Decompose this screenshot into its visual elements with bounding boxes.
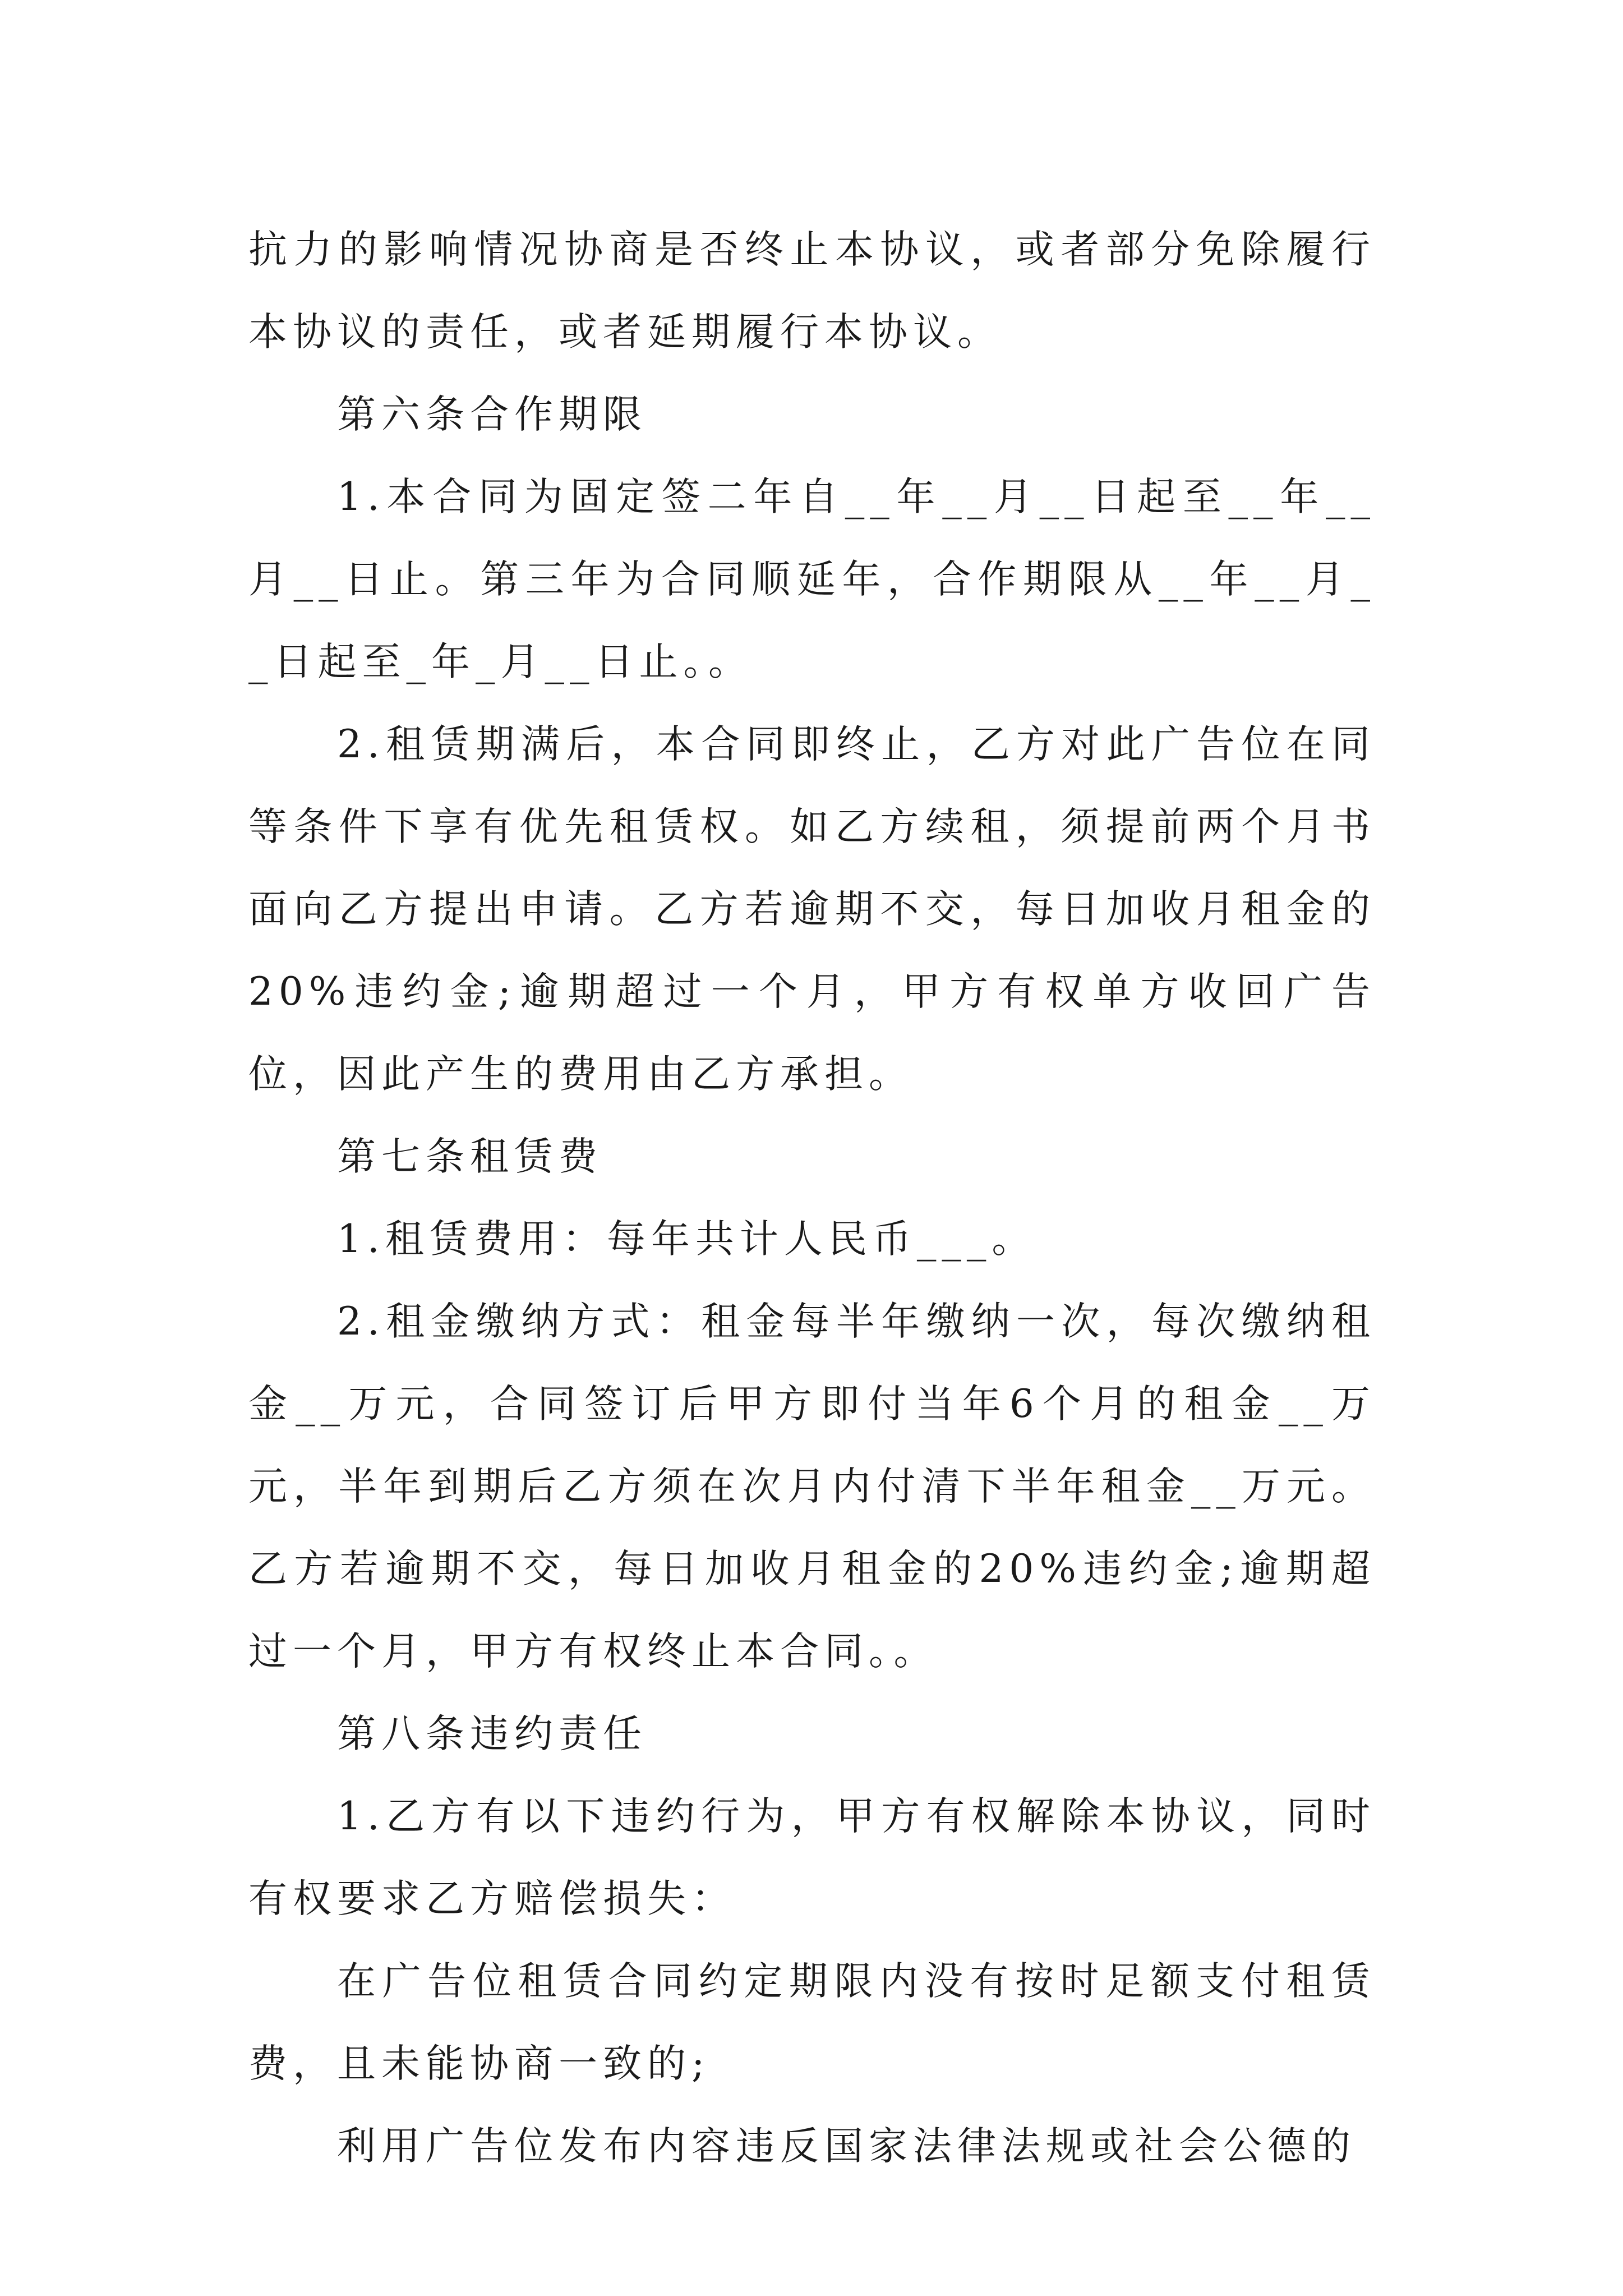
section-heading-article-8: 第八条违约责任 — [337, 1711, 647, 1756]
paragraph-term-clause-1: 1.本合同为固定签二年自__年__月__日起至__年__月__日止。第三年为合同顺延年，合作期限从__年__月__日起至_年_月__日止。。 — [248, 475, 1376, 684]
paragraph-breach-item-2: 利用广告位发布内容违反国家法律法规或社会公德的 — [337, 2124, 1356, 2169]
paragraph-rent-clause-1: 1.租赁费用：每年共计人民币___。 — [337, 1217, 1036, 1262]
section-heading-article-6: 第六条合作期限 — [337, 392, 647, 437]
paragraph-rent-clause-2: 2.租金缴纳方式：租金每半年缴纳一次，每次缴纳租金__万元，合同签订后甲方即付当年6个月的租金__万元，半年到期后乙方须在次月内付清下半年租金__万元。乙方若逾期不交，每日加收月租金的20%违约金;逾期超过一个月，甲方有权终止本合同。。 — [248, 1299, 1376, 1674]
paragraph-breach-item-1: 在广告位租赁合同约定期限内没有按时足额支付租赁费，且未能协商一致的; — [248, 1959, 1376, 2086]
paragraph-term-clause-2: 2.租赁期满后，本合同即终止，乙方对此广告位在同等条件下享有优先租赁权。如乙方续租，须提前两个月书面向乙方提出申请。乙方若逾期不交，每日加收月租金的20%违约金;逾期超过一个月，甲方有权单方收回广告位，因此产生的费用由乙方承担。 — [248, 722, 1376, 1097]
paragraph-breach-clause-1: 1.乙方有以下违约行为，甲方有权解除本协议，同时有权要求乙方赔偿损失： — [248, 1794, 1376, 1921]
section-heading-article-7: 第七条租赁费 — [337, 1134, 603, 1179]
paragraph-continuation: 抗力的影响情况协商是否终止本协议，或者部分免除履行本协议的责任，或者延期履行本协议。 — [248, 227, 1376, 355]
document-body — [248, 209, 1376, 2188]
